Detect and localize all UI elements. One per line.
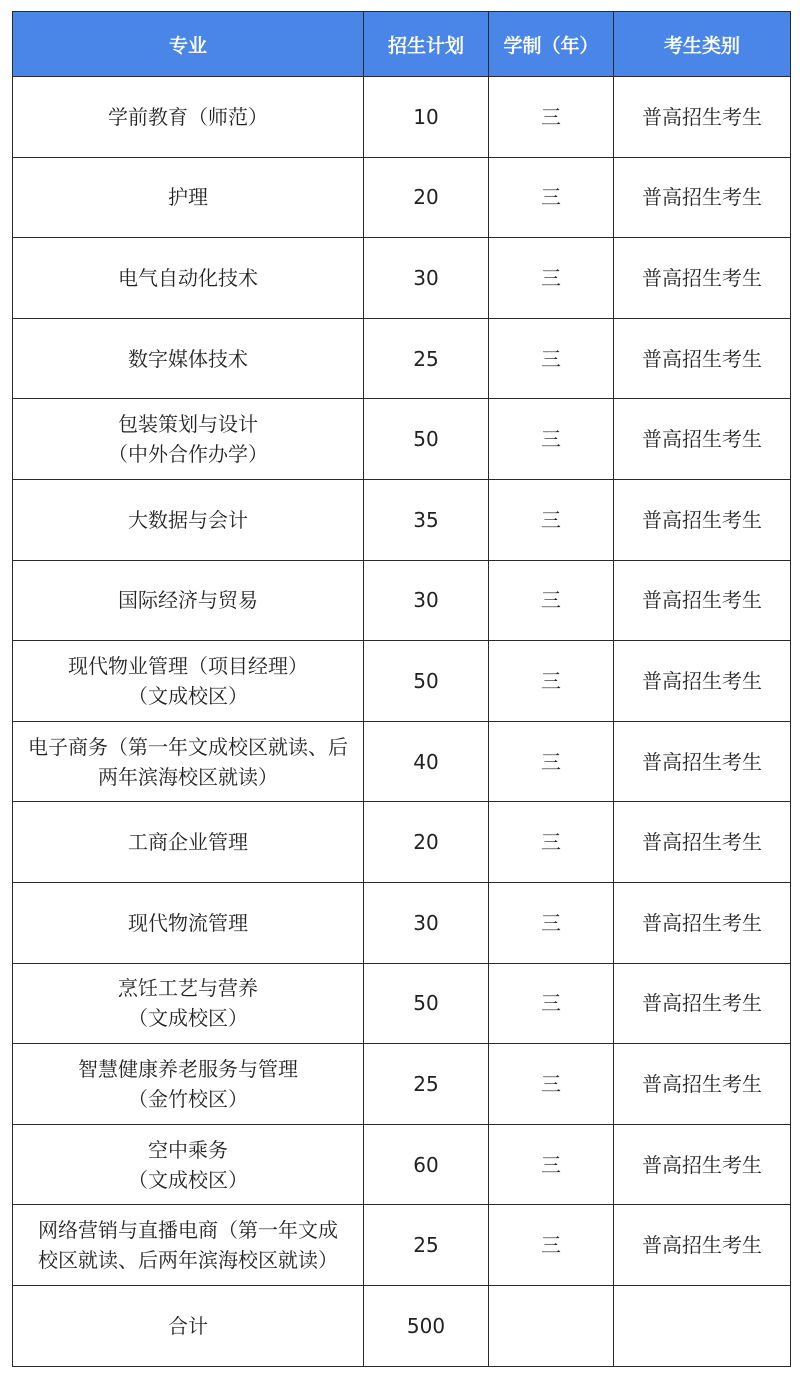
cell-plan: 40 bbox=[364, 721, 489, 802]
major-name-line: 网络营销与直播电商（第一年文成 bbox=[38, 1218, 338, 1243]
table-body bbox=[13, 77, 791, 1367]
cell-plan: 20 bbox=[364, 157, 489, 238]
table-row bbox=[13, 77, 791, 158]
total-row bbox=[13, 1285, 791, 1366]
enrollment-table bbox=[12, 11, 791, 1367]
cell-major bbox=[13, 560, 364, 641]
cell-plan: 25 bbox=[364, 1205, 489, 1286]
major-name-line: 现代物业管理（项目经理） bbox=[68, 653, 308, 678]
header-years: 学制（年） bbox=[489, 12, 614, 77]
cell-years: 三 bbox=[489, 802, 614, 883]
total-label: 合计 bbox=[13, 1285, 364, 1366]
table-row bbox=[13, 963, 791, 1044]
major-name-line: 包装策划与设计 bbox=[118, 412, 258, 437]
cell-category: 普高招生考生 bbox=[614, 882, 791, 963]
table-row bbox=[13, 1205, 791, 1286]
major-name-line: （文成校区） bbox=[128, 683, 248, 708]
cell-major bbox=[13, 1205, 364, 1286]
cell-plan: 25 bbox=[364, 1044, 489, 1125]
cell-years: 三 bbox=[489, 1124, 614, 1205]
cell-plan: 10 bbox=[364, 77, 489, 158]
cell-plan: 35 bbox=[364, 479, 489, 560]
cell-category: 普高招生考生 bbox=[614, 77, 791, 158]
major-name-line: （文成校区） bbox=[128, 1006, 248, 1031]
major-name-line: （金竹校区） bbox=[128, 1086, 248, 1111]
table-row bbox=[13, 882, 791, 963]
cell-major bbox=[13, 641, 364, 722]
major-name-line: 数字媒体技术 bbox=[128, 346, 248, 371]
major-name-line: 学前教育（师范） bbox=[108, 104, 268, 129]
cell-category: 普高招生考生 bbox=[614, 238, 791, 319]
cell-years: 三 bbox=[489, 882, 614, 963]
cell-major bbox=[13, 1044, 364, 1125]
cell-years: 三 bbox=[489, 560, 614, 641]
cell-category: 普高招生考生 bbox=[614, 1044, 791, 1125]
cell-plan: 60 bbox=[364, 1124, 489, 1205]
major-name-line: 大数据与会计 bbox=[128, 507, 248, 532]
table-row bbox=[13, 479, 791, 560]
cell-major bbox=[13, 77, 364, 158]
cell-years: 三 bbox=[489, 77, 614, 158]
cell-category: 普高招生考生 bbox=[614, 399, 791, 480]
cell-years: 三 bbox=[489, 157, 614, 238]
cell-major bbox=[13, 318, 364, 399]
total-years bbox=[489, 1285, 614, 1366]
cell-category: 普高招生考生 bbox=[614, 641, 791, 722]
cell-category: 普高招生考生 bbox=[614, 1205, 791, 1286]
cell-category: 普高招生考生 bbox=[614, 318, 791, 399]
header-major: 专业 bbox=[13, 12, 364, 77]
major-name-line: 校区就读、后两年滨海校区就读） bbox=[38, 1248, 338, 1273]
cell-plan: 30 bbox=[364, 560, 489, 641]
table-row bbox=[13, 399, 791, 480]
cell-major bbox=[13, 1124, 364, 1205]
cell-category: 普高招生考生 bbox=[614, 1124, 791, 1205]
major-name-line: 工商企业管理 bbox=[128, 830, 248, 855]
header-plan: 招生计划 bbox=[364, 12, 489, 77]
table-row bbox=[13, 802, 791, 883]
major-name-line: （中外合作办学） bbox=[108, 442, 268, 467]
table-row bbox=[13, 1124, 791, 1205]
cell-category: 普高招生考生 bbox=[614, 802, 791, 883]
cell-major bbox=[13, 479, 364, 560]
total-plan: 500 bbox=[364, 1285, 489, 1366]
cell-plan: 25 bbox=[364, 318, 489, 399]
cell-plan: 20 bbox=[364, 802, 489, 883]
header-category: 考生类别 bbox=[614, 12, 791, 77]
major-name-line: 两年滨海校区就读） bbox=[98, 764, 278, 789]
cell-years: 三 bbox=[489, 1044, 614, 1125]
major-name-line: 国际经济与贸易 bbox=[118, 588, 258, 613]
cell-major bbox=[13, 238, 364, 319]
table-row bbox=[13, 641, 791, 722]
table-header bbox=[13, 12, 791, 77]
cell-major bbox=[13, 802, 364, 883]
table-row bbox=[13, 1044, 791, 1125]
cell-plan: 30 bbox=[364, 238, 489, 319]
cell-category: 普高招生考生 bbox=[614, 157, 791, 238]
total-category bbox=[614, 1285, 791, 1366]
cell-major bbox=[13, 157, 364, 238]
major-name-line: 智慧健康养老服务与管理 bbox=[78, 1056, 298, 1081]
cell-major bbox=[13, 963, 364, 1044]
cell-plan: 50 bbox=[364, 641, 489, 722]
major-name-line: 现代物流管理 bbox=[128, 910, 248, 935]
cell-category: 普高招生考生 bbox=[614, 963, 791, 1044]
cell-category: 普高招生考生 bbox=[614, 479, 791, 560]
cell-category: 普高招生考生 bbox=[614, 560, 791, 641]
cell-years: 三 bbox=[489, 963, 614, 1044]
header-row bbox=[13, 12, 791, 77]
cell-years: 三 bbox=[489, 399, 614, 480]
table-row bbox=[13, 238, 791, 319]
cell-major bbox=[13, 399, 364, 480]
cell-plan: 50 bbox=[364, 399, 489, 480]
major-name-line: 烹饪工艺与营养 bbox=[118, 976, 258, 1001]
cell-major bbox=[13, 721, 364, 802]
cell-years: 三 bbox=[489, 479, 614, 560]
major-name-line: 护理 bbox=[168, 185, 208, 210]
major-name-line: 电气自动化技术 bbox=[118, 265, 258, 290]
cell-plan: 30 bbox=[364, 882, 489, 963]
table-row bbox=[13, 721, 791, 802]
cell-category: 普高招生考生 bbox=[614, 721, 791, 802]
cell-years: 三 bbox=[489, 1205, 614, 1286]
major-name-line: 电子商务（第一年文成校区就读、后 bbox=[28, 734, 348, 759]
major-name-line: 空中乘务 bbox=[148, 1137, 228, 1162]
table-row bbox=[13, 157, 791, 238]
cell-plan: 50 bbox=[364, 963, 489, 1044]
cell-years: 三 bbox=[489, 721, 614, 802]
cell-years: 三 bbox=[489, 318, 614, 399]
table-row bbox=[13, 560, 791, 641]
cell-years: 三 bbox=[489, 641, 614, 722]
cell-major bbox=[13, 882, 364, 963]
table-row bbox=[13, 318, 791, 399]
cell-years: 三 bbox=[489, 238, 614, 319]
major-name-line: （文成校区） bbox=[128, 1167, 248, 1192]
